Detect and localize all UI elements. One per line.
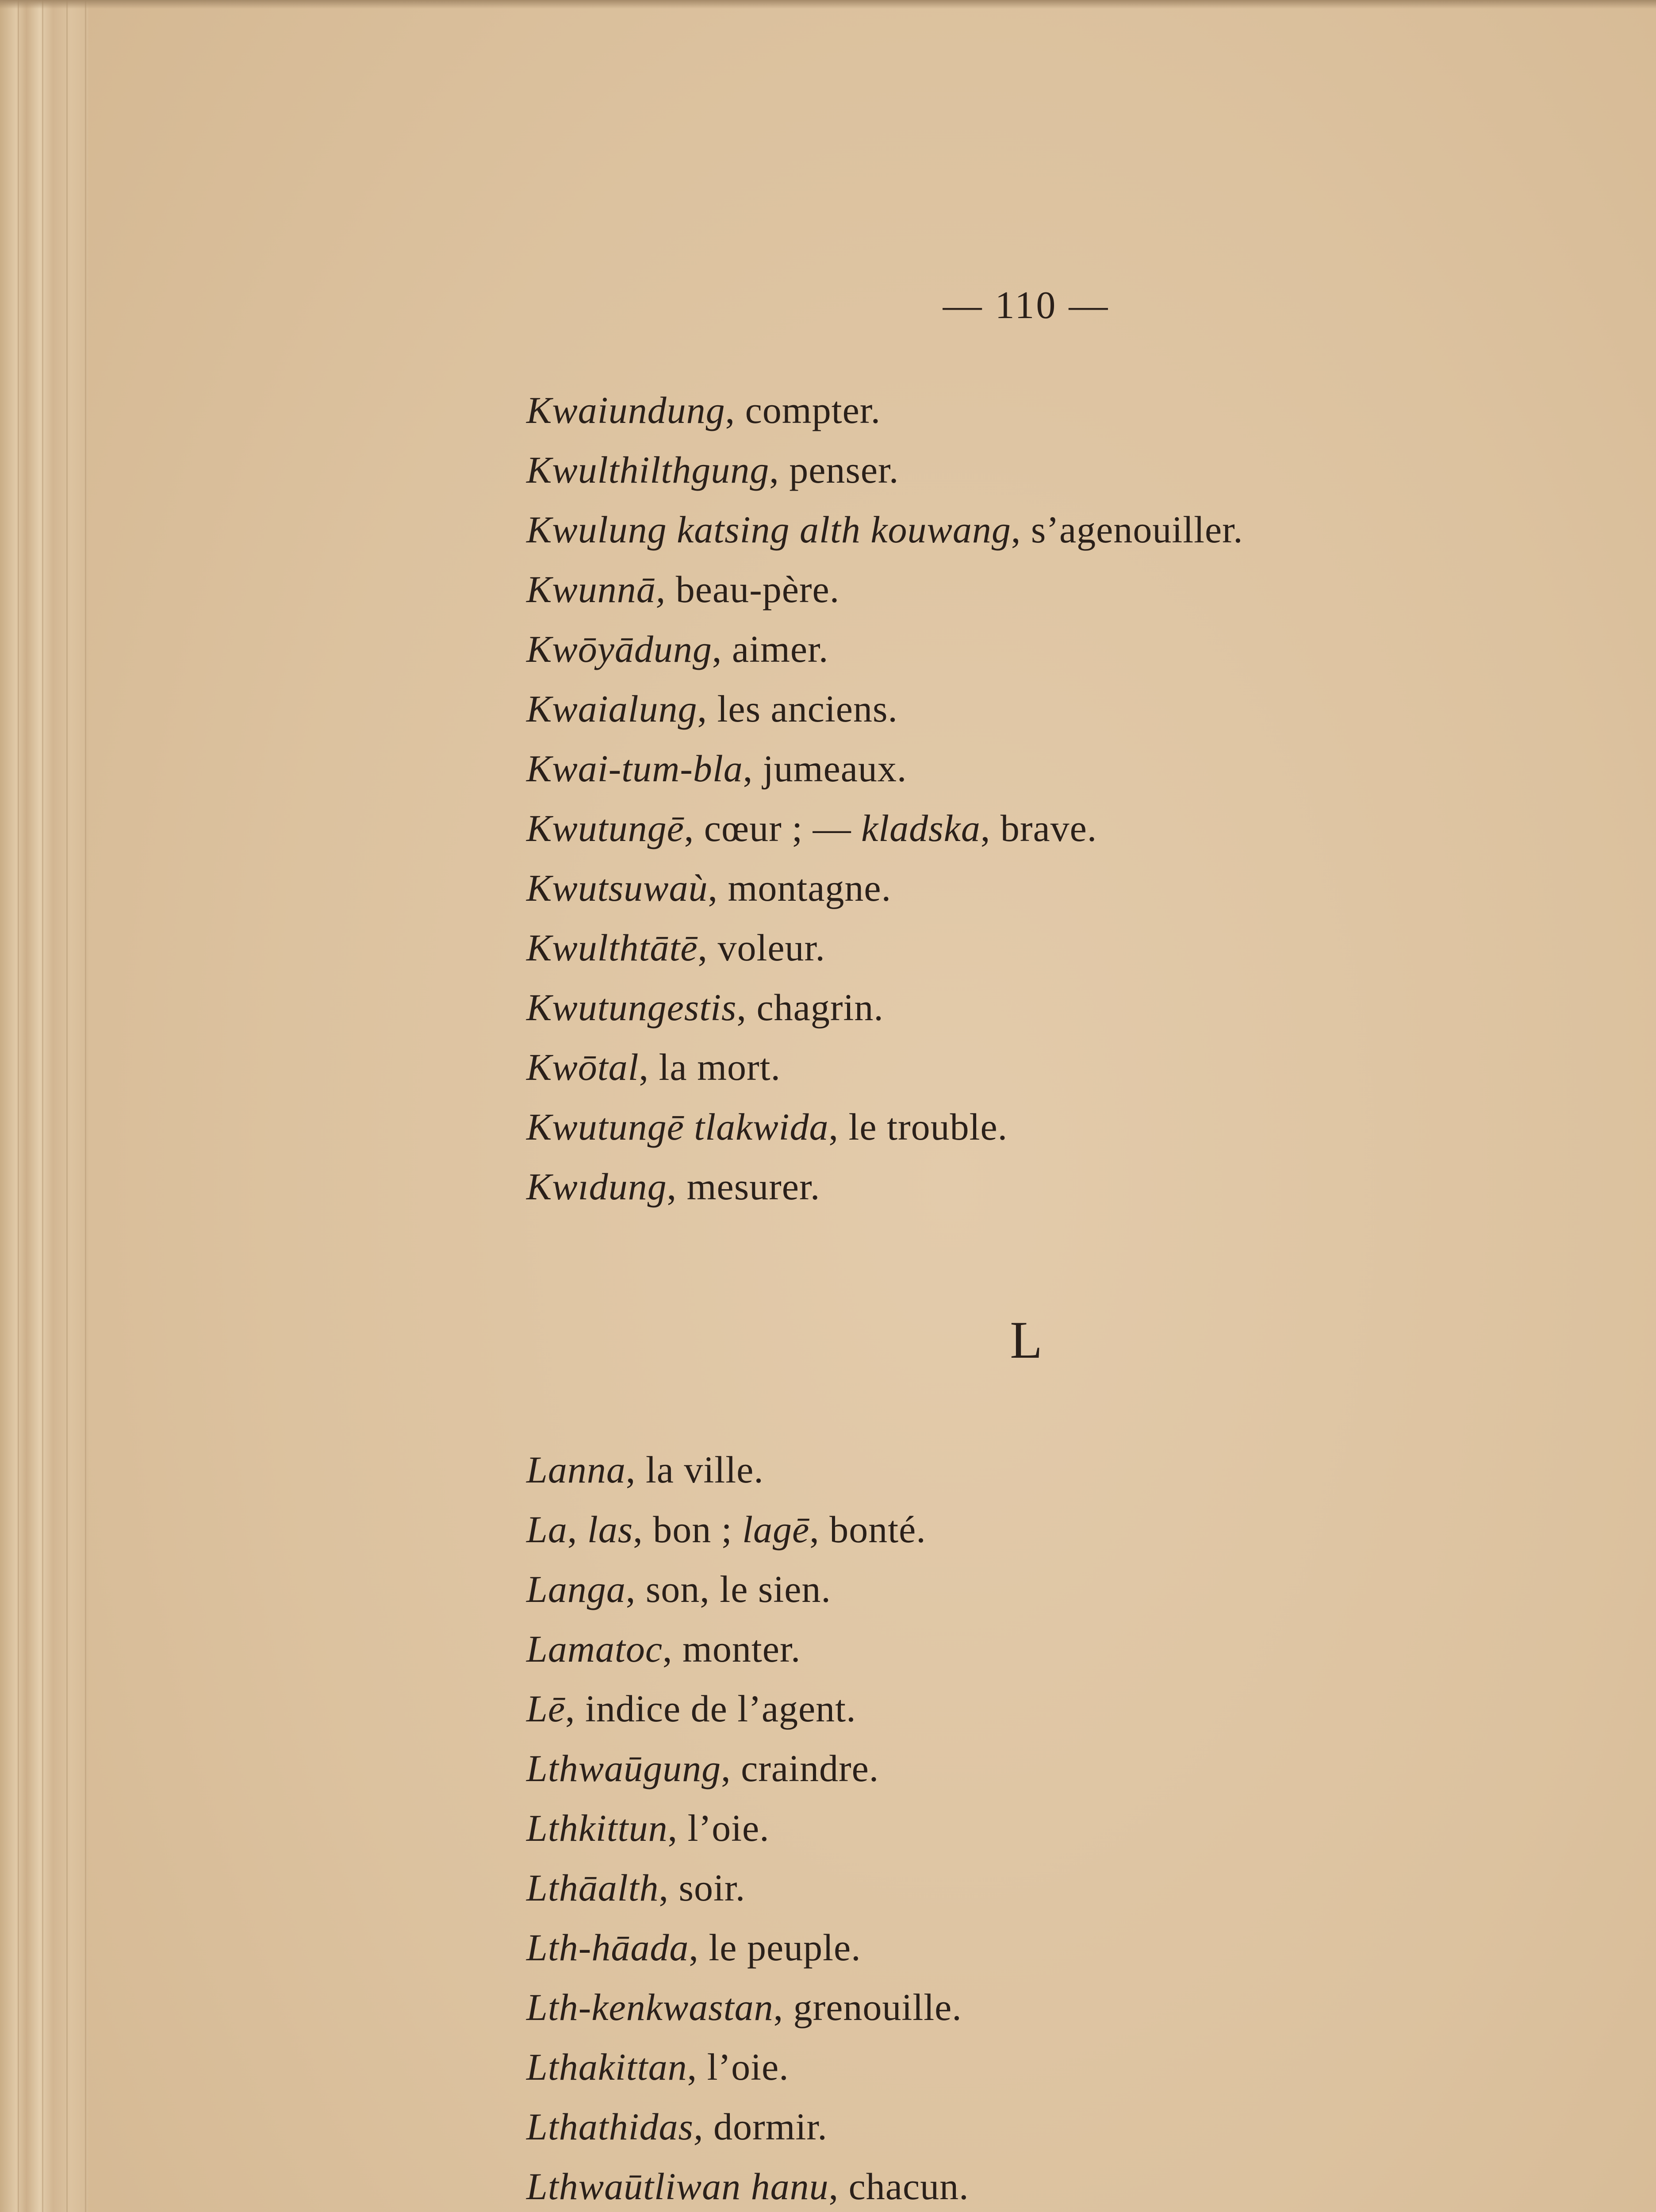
entry-separator: ,: [712, 628, 732, 670]
dictionary-entry: [526, 858, 1243, 918]
entry-gloss: craindre.: [741, 1747, 879, 1790]
dictionary-entry: [526, 1679, 969, 1739]
entry-gloss: soir.: [678, 1866, 746, 1909]
dictionary-entry: [526, 1097, 1243, 1157]
entry-gloss: beau-père.: [675, 568, 840, 611]
entry-gloss: monter.: [682, 1628, 801, 1670]
dictionary-entry: [526, 1619, 969, 1679]
entry-gloss: jumeaux.: [763, 747, 907, 790]
entry-separator: ,: [567, 1508, 587, 1551]
entry-gloss: le trouble.: [848, 1106, 1008, 1148]
dictionary-entry: [526, 799, 1243, 858]
entry-gloss: montagne.: [728, 867, 892, 909]
entry-term: Kwutungē: [526, 807, 684, 849]
entry-separator: ,: [773, 1986, 794, 2028]
entry-term: Kwōtal: [526, 1046, 639, 1088]
page-edge: [85, 0, 86, 2212]
entry-separator: ,: [565, 1687, 585, 1730]
entry-separator: ,: [689, 1926, 709, 1969]
entry-separator: ,: [633, 1508, 653, 1551]
entry-gloss: son, le sien.: [645, 1568, 831, 1610]
dictionary-entry: [526, 380, 1243, 440]
entry-term: Lthwaūgung: [526, 1747, 721, 1790]
dictionary-entry: [526, 2037, 969, 2097]
entry-term: las: [587, 1508, 633, 1551]
dictionary-entry: [526, 1500, 969, 1559]
dictionary-entry: [526, 739, 1243, 799]
entry-term: La: [526, 1508, 567, 1551]
entry-separator: ,: [698, 926, 718, 969]
k-entries-list: [526, 380, 1243, 1217]
entry-term: Kwıdung: [526, 1165, 667, 1208]
entry-separator: ,: [769, 449, 790, 491]
entry-gloss: brave.: [1000, 807, 1097, 849]
entry-term: Kwulthilthgung: [526, 449, 770, 491]
entry-gloss: le peuple.: [709, 1926, 861, 1969]
dictionary-entry: [526, 1978, 969, 2037]
entry-term: Lthkittun: [526, 1807, 668, 1849]
entry-term: Lth-hāada: [526, 1926, 689, 1969]
entry-separator: ,: [725, 389, 745, 431]
entry-separator: ,: [1011, 508, 1031, 551]
entry-gloss: mesurer.: [686, 1165, 820, 1208]
entry-separator: ,: [721, 1747, 741, 1790]
entry-separator: ,: [625, 1568, 646, 1610]
entry-separator: ,: [809, 1508, 830, 1551]
page-top-shadow: [0, 0, 1656, 9]
dictionary-entry: [526, 679, 1243, 739]
entry-gloss: dormir.: [713, 2105, 828, 2148]
dictionary-entry: [526, 500, 1243, 560]
entry-separator: [703, 2105, 713, 2148]
entry-separator: ,: [828, 2165, 849, 2208]
entry-term: Lthathidas,: [526, 2105, 704, 2148]
entry-separator: ,: [684, 807, 704, 849]
entry-gloss: la mort.: [659, 1046, 781, 1088]
entry-gloss: indice de l’agent.: [585, 1687, 856, 1730]
entry-term: Kwai-tum-bla: [526, 747, 743, 790]
dictionary-entry: [526, 1918, 969, 1978]
entry-gloss: bonté.: [829, 1508, 926, 1551]
l-entries-list: [526, 1440, 969, 2212]
entry-gloss: bon ;: [653, 1508, 743, 1551]
entry-separator: ,: [708, 867, 728, 909]
entry-term: Kwaialung: [526, 687, 698, 730]
entry-term: Kwutungē tlakwida: [526, 1106, 829, 1148]
dictionary-entry: [526, 1157, 1243, 1217]
entry-gloss: l’oie.: [707, 2046, 789, 2088]
entry-term: Lthakittan: [526, 2046, 687, 2088]
entry-gloss: chacun.: [848, 2165, 969, 2208]
dictionary-entry: [526, 1858, 969, 1918]
entry-separator: ,: [667, 1807, 688, 1849]
page-number: — 110 —: [943, 284, 1110, 327]
entry-term: Kwulthtātē: [526, 926, 698, 969]
entry-term: Langa: [526, 1568, 626, 1610]
entry-term: lagē: [742, 1508, 810, 1551]
dictionary-entry: [526, 2157, 969, 2212]
entry-term: Kwulung katsing alth kouwang: [526, 508, 1011, 551]
dictionary-entry: [526, 1739, 969, 1798]
entry-gloss: les anciens.: [717, 687, 898, 730]
entry-gloss: l’oie.: [687, 1807, 770, 1849]
page-edge: [42, 0, 43, 2212]
entry-separator: ,: [667, 1165, 687, 1208]
entry-gloss: penser.: [789, 449, 899, 491]
entry-gloss: voleur.: [717, 926, 825, 969]
entry-separator: ,: [625, 1448, 646, 1491]
dictionary-entry: [526, 1559, 969, 1619]
dictionary-entry: [526, 1798, 969, 1858]
entry-separator: ,: [697, 687, 717, 730]
entry-separator: ,: [828, 1106, 849, 1148]
entry-term: Lthwaūtliwan hanu: [526, 2165, 829, 2208]
dictionary-entry: [526, 619, 1243, 679]
entry-separator: ,: [736, 986, 757, 1029]
entry-term: Lamatoc: [526, 1628, 663, 1670]
section-letter: L: [1010, 1310, 1043, 1369]
entry-separator: [666, 568, 676, 611]
dictionary-entry: [526, 978, 1243, 1037]
entry-gloss: aimer.: [732, 628, 829, 670]
entry-term: Kwaiundung: [526, 389, 725, 431]
entry-separator: ,: [687, 2046, 707, 2088]
entry-term: kladska: [861, 807, 981, 849]
entry-gloss: compter.: [745, 389, 881, 431]
entry-gloss: grenouille.: [793, 1986, 962, 2028]
dictionary-entry: [526, 1440, 969, 1500]
entry-gloss: chagrin.: [756, 986, 884, 1029]
entry-separator: ,: [639, 1046, 659, 1088]
page-gutter: [0, 0, 88, 2212]
entry-term: Lē: [526, 1687, 565, 1730]
entry-term: Kwōyādung: [526, 628, 712, 670]
page-edge: [18, 0, 19, 2212]
entry-term: Kwutungestis: [526, 986, 737, 1029]
entry-term: Lth-kenkwastan: [526, 1986, 774, 2028]
entry-gloss: s’agenouiller.: [1031, 508, 1243, 551]
entry-separator: ,: [743, 747, 763, 790]
entry-term: Lthāalth: [526, 1866, 659, 1909]
page-edge: [66, 0, 68, 2212]
entry-term: Lanna: [526, 1448, 626, 1491]
entry-separator: ,: [980, 807, 1000, 849]
dictionary-entry: [526, 560, 1243, 619]
dictionary-entry: [526, 2097, 969, 2157]
entry-gloss: la ville.: [645, 1448, 764, 1491]
entry-separator: ,: [663, 1628, 682, 1670]
entry-gloss: cœur ; —: [704, 807, 862, 849]
entry-term: Kwunnā,: [526, 568, 666, 611]
entry-separator: ,: [659, 1866, 679, 1909]
entry-term: Kwutsuwaù: [526, 867, 708, 909]
dictionary-entry: [526, 918, 1243, 978]
dictionary-entry: [526, 1037, 1243, 1097]
dictionary-entry: [526, 440, 1243, 500]
